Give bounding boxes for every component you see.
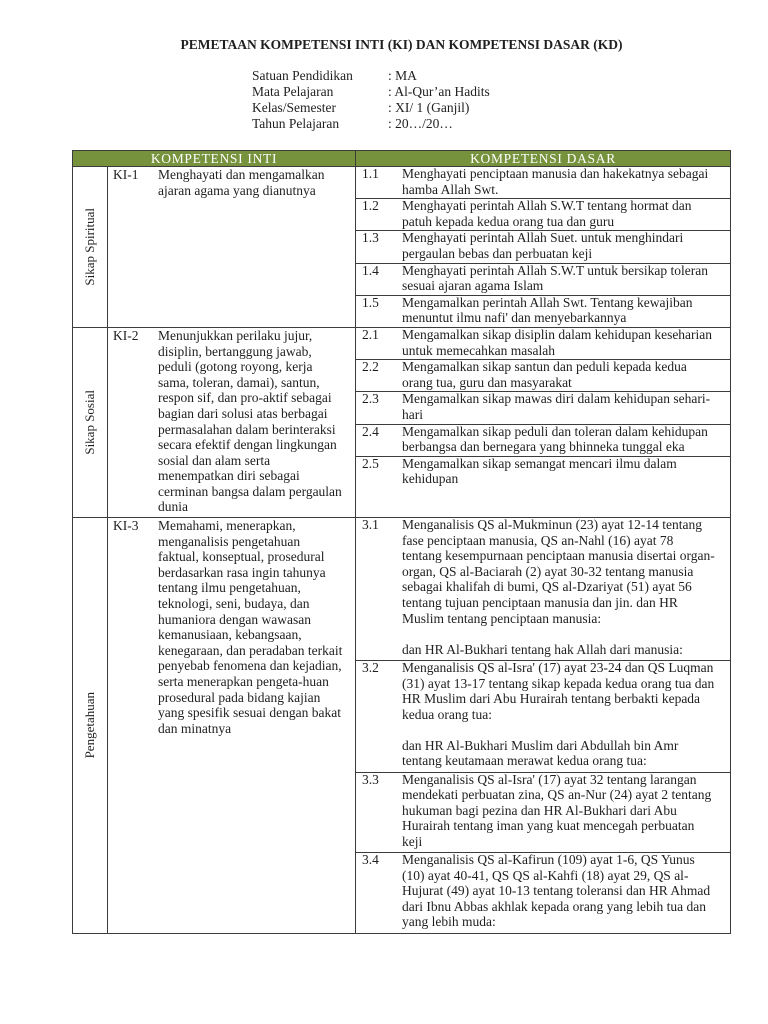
ki-text-line: permasalahan dalam berinteraksi <box>158 421 336 437</box>
kd-row <box>356 296 730 327</box>
kd-text-line: berbangsa dan bernegara yang bhinneka tunggal eka <box>402 439 685 455</box>
kd-text-line: Menganalisis QS al-Mukminun (23) ayat 12-14 tentang <box>402 517 702 533</box>
ki-text-line: menempatkan diri sebagai <box>158 468 300 484</box>
header-kompetensi-dasar: KOMPETENSI DASAR <box>470 151 616 166</box>
kd-description <box>402 852 730 930</box>
info-label: Kelas/Semester <box>252 100 336 115</box>
ki-text-line: faktual, konseptual, prosedural <box>158 549 325 565</box>
ki-code: KI-3 <box>113 518 139 534</box>
kd-text-line: (31) ayat 13-17 tentang sikap kepada kedua orang tua dan <box>402 675 715 691</box>
ki-text-line: secara efektif dengan lingkungan <box>158 437 337 453</box>
kd-text-line: hamba Allah Swt. <box>402 181 499 197</box>
ki-text-line: kemanusiaan, kebangsaan, <box>158 627 302 643</box>
ki-cell <box>108 518 356 932</box>
kd-text-line: dan HR Al-Bukhari Muslim dari Abdullah bin Amr <box>402 737 679 753</box>
ki-text-line: penyebab fenomena dan kejadian, <box>158 658 342 674</box>
kd-column <box>356 328 730 517</box>
kd-paragraph <box>402 852 730 930</box>
kd-text-line: HR Muslim dari Abu Hurairah tentang berbakti kepada <box>402 691 701 707</box>
kd-paragraph <box>402 772 730 850</box>
kd-text-line: Menghayati penciptaan manusia dan hakekatnya sebagai <box>402 166 709 181</box>
kd-description <box>402 198 730 229</box>
kd-paragraph <box>402 517 730 626</box>
ki-text-line: sosial dan alam serta <box>158 452 271 468</box>
kd-code: 3.2 <box>362 659 379 675</box>
kd-text-line: Menganalisis QS al-Isra' (17) ayat 23-24 dan QS Luqman <box>402 659 714 675</box>
kd-code: 3.4 <box>362 852 379 868</box>
kd-text-line: untuk memecahkan masalah <box>402 342 555 358</box>
ki-text-line: cerminan bangsa dalam pergaulan <box>158 483 342 499</box>
table-section <box>73 518 730 932</box>
ki-text-line: dunia <box>158 499 188 515</box>
kd-paragraph <box>402 295 730 326</box>
info-row-kelas-semester <box>252 100 490 116</box>
kd-text-line: keji <box>402 833 423 849</box>
kd-paragraph <box>402 660 730 722</box>
info-value: : Al-Qur’an Hadits <box>388 84 490 99</box>
kd-code: 3.1 <box>362 517 379 533</box>
kd-text-line: fase penciptaan manusia, QS an-Nahl (16) ayat 78 <box>402 532 674 548</box>
kd-paragraph <box>402 359 730 390</box>
ki-text-line: respon sif, dan pro-aktif sebagai <box>158 390 332 406</box>
kd-row <box>356 199 730 231</box>
kd-text-line: Menganalisis QS al-Isra' (17) ayat 32 tentang larangan <box>402 771 697 787</box>
info-value: : XI/ 1 (Ganjil) <box>388 100 470 115</box>
kd-text-line: kehidupan <box>402 471 459 487</box>
competency-table <box>72 150 731 934</box>
kd-code: 2.3 <box>362 391 379 407</box>
kd-paragraph <box>402 230 730 261</box>
kd-text-line: tentang keutamaan merawat kedua orang tua: <box>402 753 647 769</box>
ki-text-line: kenegaraan, dan peradaban terkait <box>158 642 343 658</box>
kd-text-line: Hurairah tentang iman yang kuat mencegah perbuatan <box>402 818 695 834</box>
kd-paragraph <box>402 198 730 229</box>
header-kompetensi-inti: KOMPETENSI INTI <box>73 151 356 166</box>
kd-text-line: hukuman bagi pezina dan HR Al-Bukhari dari Abu <box>402 802 677 818</box>
info-label: Satuan Pendidikan <box>252 68 353 83</box>
kd-text-line: Muslim tentang penciptaan manusia: <box>402 610 602 626</box>
kd-text-line: yang lebih muda: <box>402 914 496 930</box>
kd-text-line: orang tua, guru dan masyarakat <box>402 374 572 390</box>
kd-column <box>356 167 730 327</box>
kd-description <box>402 166 730 197</box>
kd-text-line: Mengamalkan sikap peduli dan toleran dalam kehidupan <box>402 423 708 439</box>
kd-description <box>402 456 730 516</box>
kd-text-line: sebagai khalifah di bumi, QS al-Dzariyat (51) ayat 56 <box>402 579 692 595</box>
kd-code: 3.3 <box>362 771 379 787</box>
kd-description <box>402 359 730 390</box>
ki-text-line: disiplin, bertanggung jawab, <box>158 343 312 359</box>
kd-paragraph <box>402 456 730 487</box>
kd-description <box>402 327 730 358</box>
ki-text-line: menganalisis pengetahuan <box>158 533 301 549</box>
kd-text-line: menuntut ilmu nafi' dan menyebarkannya <box>402 310 627 326</box>
kd-paragraph <box>402 424 730 455</box>
kd-text-line: Menghayati perintah Allah Suet. untuk menghindari <box>402 230 684 246</box>
ki-cell <box>108 328 356 517</box>
info-label: Tahun Pelajaran <box>252 116 340 131</box>
ki-text-line: bagian dari solusi atas berbagai <box>158 405 328 421</box>
ki-text-line: dan minatnya <box>158 720 232 736</box>
kd-row <box>356 231 730 263</box>
kd-row <box>356 328 730 360</box>
kd-text-line: Hujurat (49) ayat 10-13 tentang toleransi dan HR Ahmad <box>402 883 711 899</box>
kd-code: 2.1 <box>362 326 379 342</box>
ki-cell <box>108 167 356 327</box>
kd-row <box>356 518 730 661</box>
kd-text-line: Menganalisis QS al-Kafirun (109) ayat 1-6, QS Yunus <box>402 852 695 868</box>
kd-text-line: Mengamalkan sikap semangat mencari ilmu dalam <box>402 455 677 471</box>
kd-text-line: tentang kesempurnaan penciptaan manusia disertai organ- <box>402 548 715 564</box>
kd-description <box>402 295 730 326</box>
aspect-cell <box>73 518 108 932</box>
kd-text-line: hari <box>402 406 423 422</box>
kd-text-line: Menghayati perintah Allah S.W.T untuk bersikap toleran <box>402 262 708 278</box>
info-row-tahun-pelajaran <box>252 116 490 132</box>
kd-row <box>356 167 730 199</box>
table-section <box>73 167 730 328</box>
kd-text-line: Mengamalkan sikap mawas diri dalam kehidupan sehari- <box>402 391 711 407</box>
kd-row <box>356 661 730 773</box>
kd-text-line: (10) ayat 40-41, QS QS al-Kahfi (18) ayat 29, QS al- <box>402 867 689 883</box>
info-block <box>252 68 490 132</box>
ki-text-line: Memahami, menerapkan, <box>158 518 296 534</box>
ki-text-line: Menunjukkan perilaku jujur, <box>158 327 313 343</box>
aspect-cell <box>73 328 108 517</box>
kd-code: 1.2 <box>362 198 379 214</box>
kd-code: 2.5 <box>362 455 379 471</box>
table-section <box>73 328 730 518</box>
kd-text-line: kedua orang tua: <box>402 706 492 722</box>
kd-text-line: patuh kepada kedua orang tua dan guru <box>402 213 615 229</box>
kd-text-line: Mengamalkan sikap santun dan peduli kepada kedua <box>402 359 687 375</box>
kd-text-line: organ, QS al-Baciarah (2) ayat 30-32 tentang manusia <box>402 563 694 579</box>
kd-description <box>402 424 730 455</box>
kd-row <box>356 264 730 296</box>
kd-code: 2.2 <box>362 359 379 375</box>
aspect-label: Sikap Spiritual <box>82 208 97 286</box>
ki-text-line: prosedural pada bidang kajian <box>158 689 321 705</box>
aspect-cell <box>73 167 108 327</box>
kd-row <box>356 360 730 392</box>
ki-text-line: peduli (gotong royong, kerja <box>158 359 313 375</box>
kd-text-line: mendekati perbuatan zina, QS an-Nur (24) ayat 2 tentang <box>402 787 712 803</box>
kd-text-line: Mengamalkan sikap disiplin dalam kehidupan keseharian <box>402 326 713 342</box>
info-value: : MA <box>388 68 417 83</box>
ki-code: KI-2 <box>113 327 139 343</box>
kd-paragraph <box>402 327 730 358</box>
kd-description <box>402 230 730 261</box>
kd-text-line: dan HR Al-Bukhari tentang hak Allah dari manusia: <box>402 641 683 657</box>
kd-description <box>402 517 730 657</box>
table-body <box>73 167 730 933</box>
kd-description <box>402 263 730 294</box>
ki-description <box>158 167 355 325</box>
kd-text-line: Mengamalkan perintah Allah Swt. Tentang kewajiban <box>402 294 693 310</box>
aspect-label: Sikap Sosial <box>82 390 97 455</box>
info-row-mata-pelajaran <box>252 84 490 100</box>
kd-text-line: Menghayati perintah Allah S.W.T tentang hormat dan <box>402 198 692 214</box>
ki-text-line: serta menerapkan pengeta-huan <box>158 674 329 689</box>
document-title: PEMETAAN KOMPETENSI INTI (KI) DAN KOMPETENSI DASAR (KD) <box>180 37 623 52</box>
kd-code: 1.4 <box>362 262 379 278</box>
ki-text-line: Menghayati dan mengamalkan <box>158 167 325 182</box>
ki-text-line: berdasarkan rasa ingin tahunya <box>158 564 326 580</box>
kd-text-line: sesuai ajaran agama Islam <box>402 278 544 294</box>
kd-paragraph <box>402 391 730 422</box>
kd-code: 2.4 <box>362 423 379 439</box>
kd-row <box>356 853 730 932</box>
kd-text-line: tentang tujuan penciptaan manusia dan jin. dan HR <box>402 595 678 611</box>
kd-code: 1.1 <box>362 166 379 181</box>
kd-code: 1.3 <box>362 230 379 246</box>
kd-paragraph <box>402 738 730 769</box>
kd-paragraph <box>402 166 730 197</box>
info-row-satuan-pendidikan <box>252 68 490 84</box>
ki-text-line: tentang ilmu pengetahuan, <box>158 580 301 596</box>
kd-row <box>356 425 730 457</box>
kd-text-line: pergaulan bebas dan perbuatan keji <box>402 245 593 261</box>
kd-paragraph <box>402 642 730 658</box>
ki-description <box>158 328 355 515</box>
ki-description <box>158 518 355 930</box>
ki-text-line: yang spesifik sesuai dengan bakat <box>158 705 341 721</box>
kd-description <box>402 660 730 769</box>
kd-code: 1.5 <box>362 294 379 310</box>
info-label: Mata Pelajaran <box>252 84 334 99</box>
kd-paragraph <box>402 263 730 294</box>
ki-text-line: ajaran agama yang dianutnya <box>158 182 316 198</box>
ki-text-line: teknologi, seni, budaya, dan <box>158 596 310 612</box>
kd-description <box>402 391 730 422</box>
kd-row <box>356 773 730 853</box>
kd-description <box>402 772 730 850</box>
ki-text-line: humaniora dengan wawasan <box>158 611 311 627</box>
kd-text-line: dari Ibnu Abbas akhlak kepada orang yang lebih tua dan <box>402 898 707 914</box>
kd-row <box>356 457 730 517</box>
aspect-label: Pengetahuan <box>82 692 97 759</box>
ki-code: KI-1 <box>113 167 139 182</box>
table-header-row <box>73 151 730 167</box>
kd-row <box>356 392 730 424</box>
kd-column <box>356 518 730 932</box>
info-value: : 20…/20… <box>388 116 453 131</box>
ki-text-line: sama, toleran, damai), santun, <box>158 374 320 390</box>
